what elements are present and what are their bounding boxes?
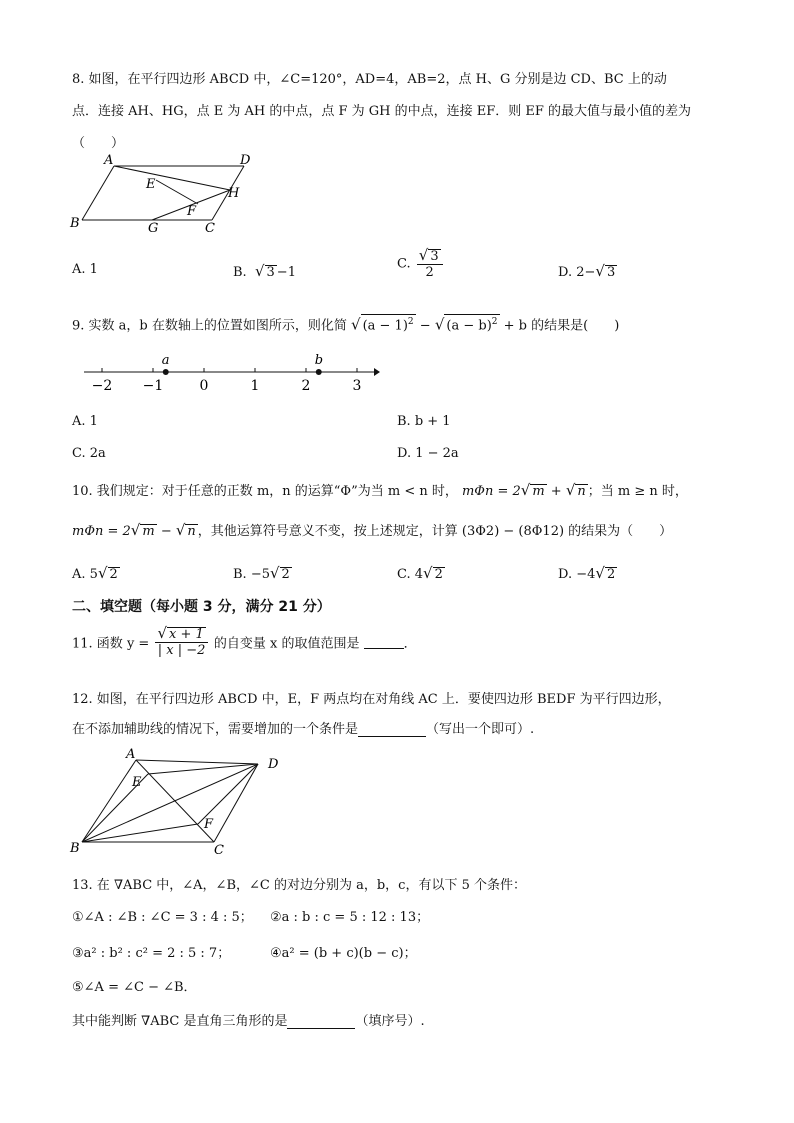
q13-condition-4: ④a² = (b + c)(b − c)； (270, 946, 417, 961)
section-title: 二、填空题（每小题 3 分，满分 21 分） (72, 599, 331, 615)
q9-question: 9. 实数 a，b 在数轴上的位置如图所示，则化简 √ $(a - 1)^2$ − √ $(a - b)^2 + b$ 的结果是( ) (72, 315, 620, 334)
q10-option-d: D. −4√ 2 (558, 564, 616, 582)
q8-option-c: C. $\frac{√ 3}{2}$ (397, 248, 445, 280)
q12-label-A: A (126, 747, 136, 762)
point-a (163, 369, 169, 375)
q13-condition-2: ②a : b : c = 5 : 12 : 13； (270, 910, 430, 925)
q13-answer-blank[interactable] (287, 1015, 355, 1029)
axis-tick-label: 2 (301, 378, 311, 394)
q10-option-a: A. 5√ 2 (72, 564, 118, 582)
axis-tick-label: 1 (250, 378, 260, 394)
q12-label-D: D (268, 757, 279, 772)
q8-line2: 点．连接 AH、HG，点 E 为 AH 的中点，点 F 为 GH 的中点，连接 EF．则 EF 的最大值与最小值的差为 (72, 104, 692, 119)
q8-label-F: F (187, 204, 197, 219)
q12-label-E: E (132, 775, 142, 790)
q12-answer-blank[interactable] (358, 723, 426, 737)
q10-option-c: C. 4√ 2 (397, 564, 443, 582)
q9-option-c: C. 2a (72, 446, 106, 461)
point-b-label: b (314, 353, 324, 368)
q9-option-b: B. b + 1 (397, 414, 451, 429)
q13-last-line: 其中能判断 ∇ABC 是直角三角形的是 （填序号）. (72, 1014, 425, 1029)
axis-tick-label: 3 (352, 378, 362, 394)
axis-tick-label: −2 (91, 378, 113, 394)
axis-tick-label: 0 (199, 378, 209, 394)
q12-line2: 在不添加辅助线的情况下，需要增加的一个条件是 （写出一个即可）. (72, 722, 535, 737)
q10-option-b: B. −5√ 2 (233, 564, 290, 582)
q8-label-E: E (146, 177, 156, 192)
q11-question: 11. 函数 y = $\frac{√ x + 1}{| x | -2}$ 的自变量 x 的取值范围是 ． (72, 624, 417, 658)
q8-option-a: A. 1 (72, 262, 98, 277)
q12-label-F: F (204, 817, 214, 832)
q8-line1: 8. 如图，在平行四边形 ABCD 中，∠C=120°，AD=4，AB=2，点 H、G 分别是边 CD、BC 上的动 (72, 72, 667, 87)
point-b (316, 369, 322, 375)
q8-label-H: H (228, 186, 240, 201)
q9-number-line (80, 346, 380, 396)
q8-label-C: C (205, 221, 215, 236)
q13-line1: 13. 在 ∇ABC 中，∠A，∠B，∠C 的对边分别为 a，b，c，有以下 5 个条件： (72, 878, 526, 893)
q13-condition-1: ①∠A : ∠B : ∠C = 3 : 4 : 5； (72, 910, 253, 925)
q13-condition-5: ⑤∠A = ∠C − ∠B． (72, 980, 197, 995)
q9-option-a: A. 1 (72, 414, 98, 429)
q8-option-b: B. √ 3 −1 (233, 262, 296, 280)
q12-line1: 12. 如图，在平行四边形 ABCD 中，E，F 两点均在对角线 AC 上．要使四边形 BEDF 为平行四边形， (72, 692, 671, 707)
q8-label-A: A (104, 153, 114, 168)
q12-label-B: B (70, 841, 80, 856)
point-a-label: a (161, 353, 170, 368)
q10-line1: 10. 我们规定：对于任意的正数 m，n 的运算“Φ”为当 m < n 时， mΦn = 2√ m + √ n ；当 m ≥ n 时， (72, 481, 688, 499)
q8-label-G: G (148, 221, 159, 236)
q8-label-D: D (240, 153, 251, 168)
q12-label-C: C (214, 843, 224, 858)
q10-line2: mΦn = 2√ m − √ n ，其他运算符号意义不变，按上述规定，计算 (3Φ2) − (8Φ12) 的结果为（ ） (72, 521, 673, 539)
axis-tick-label: −1 (142, 378, 164, 394)
q9-option-d: D. 1 − 2a (397, 446, 459, 461)
q12-parallelogram-figure (68, 744, 288, 860)
q8-paren: （ ） (72, 136, 125, 151)
q8-option-d: D. 2−√ 3 (558, 262, 616, 280)
q8-parallelogram-figure (66, 152, 256, 236)
q13-condition-3: ③a² : b² : c² = 2 : 5 : 7； (72, 946, 231, 961)
q11-answer-blank[interactable] (364, 635, 404, 649)
q8-label-B: B (70, 216, 80, 231)
